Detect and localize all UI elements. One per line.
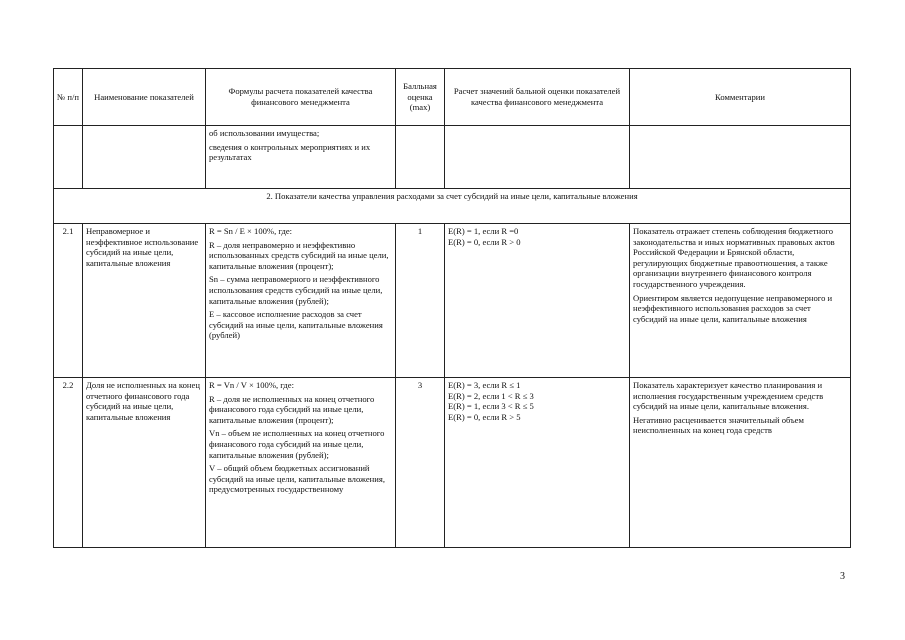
calc-line: E(R) = 0, если R > 5 [448, 411, 521, 422]
cell-name: Неправомерное и неэффективное использование субсидий на иные цели, капитальные вложения [83, 224, 206, 378]
cell-num [54, 126, 83, 189]
table-row [54, 378, 851, 548]
cell-name: Доля не исполненных на конец отчетного финансового года субсидий на иные цели, капитальные вложения [83, 378, 206, 548]
formula-text: Vn – объем не исполненных на конец отчетного финансового года субсидий на иные цели, капитальные вложения (рублей); [209, 428, 385, 460]
calc-line: E(R) = 3, если R ≤ 1 [448, 380, 521, 390]
formula-text: E – кассовое исполнение расходов за счет субсидий на иные цели, капитальные вложения (рублей) [209, 309, 383, 341]
comment-text: Показатель характеризует качество планирования и исполнения государственным учреждением средств субсидий на иные цели, капитальные вложения. [633, 380, 824, 412]
cell-formula [206, 126, 396, 189]
formula-text: R = Vn / V × 100%, где: [209, 380, 294, 390]
page-number: 3 [840, 571, 845, 582]
calc-line: E(R) = 0, если R > 0 [448, 236, 521, 247]
formula-text: об использовании имущества; [209, 128, 320, 138]
cell-name [83, 126, 206, 189]
calc-line: E(R) = 1, если R =0 [448, 226, 519, 236]
formula-text: R = Sn / E × 100%, где: [209, 226, 293, 236]
formula-text: сведения о контрольных мероприятиях и их результатах [209, 141, 371, 163]
header-num: № п/п [54, 69, 83, 126]
header-formula: Формулы расчета показателей качества финансового менеджмента [206, 69, 396, 126]
cell-formula [206, 378, 396, 548]
cell-score: 1 [396, 224, 445, 378]
indicators-table [53, 68, 851, 548]
table-row-continuation [54, 126, 851, 189]
header-score: Балльная оценка (max) [396, 69, 445, 126]
cell-calc [445, 224, 630, 378]
formula-text: Sn – сумма неправомерного и неэффективного использования средств субсидий на иные цели, капитальные вложения (рублей); [209, 274, 383, 306]
section-title: 2. Показатели качества управления расходами за счет субсидий на иные цели, капитальные вложения [54, 189, 851, 224]
cell-score: 3 [396, 378, 445, 548]
cell-num: 2.2 [54, 378, 83, 548]
formula-text: V – общий объем бюджетных ассигнований субсидий на иные цели, капитальные вложения, предусмотренных государственному [209, 463, 385, 495]
calc-line: E(R) = 2, если 1 < R ≤ 3 [448, 390, 534, 401]
cell-score [396, 126, 445, 189]
table-row [54, 224, 851, 378]
formula-text: R – доля неправомерно и неэффективно использованных средств субсидий на иные цели, капитальные вложения (процент); [209, 239, 389, 271]
cell-formula [206, 224, 396, 378]
cell-calc [445, 126, 630, 189]
header-name: Наименование показателей [83, 69, 206, 126]
calc-line: E(R) = 1, если 3 < R ≤ 5 [448, 401, 534, 412]
comment-text: Негативно расценивается значительный объем неисполненных на конец года средств [633, 414, 804, 436]
header-comments: Комментарии [630, 69, 851, 126]
cell-num: 2.1 [54, 224, 83, 378]
table-header-row [54, 69, 851, 126]
cell-comments [630, 126, 851, 189]
cell-comments [630, 378, 851, 548]
formula-text: R – доля не исполненных на конец отчетного финансового года субсидий на иные цели, капитальные вложения (процент); [209, 393, 375, 425]
cell-calc [445, 378, 630, 548]
section-row [54, 189, 851, 224]
header-calc: Расчет значений бальной оценки показателей качества финансового менеджмента [445, 69, 630, 126]
comment-text: Показатель отражает степень соблюдения бюджетного законодательства и иных нормативных правовых актов Российской Федерации и Брянской области, регулирующих бюджетные правоотношения, а также организации внутреннего финансового контроля государственного учреждения. [633, 226, 835, 289]
cell-comments [630, 224, 851, 378]
comment-text: Ориентиром является недопущение неправомерного и неэффективного использования расходов за счет субсидий на иные цели, капитальные вложения [633, 292, 833, 324]
